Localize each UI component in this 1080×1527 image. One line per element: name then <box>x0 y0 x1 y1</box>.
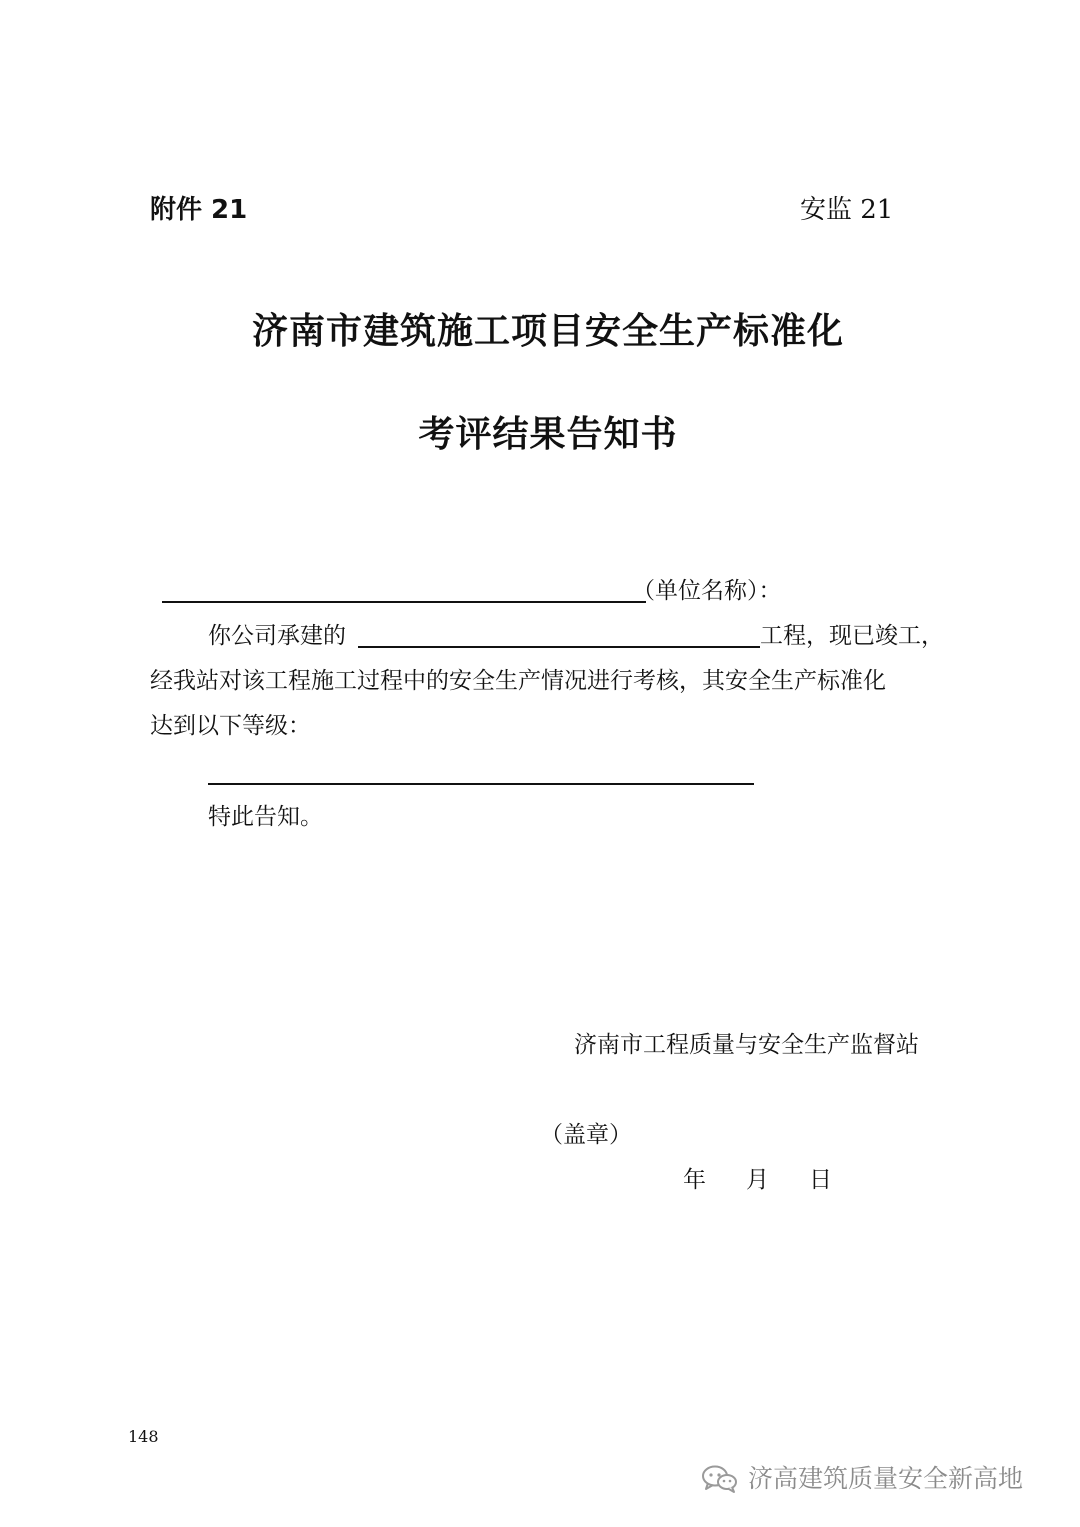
project-lead-text: 你公司承建的 <box>208 623 346 649</box>
grade-intro-text: 达到以下等级： <box>150 713 311 739</box>
source-watermark <box>700 1462 1023 1496</box>
grade-blank[interactable] <box>208 783 754 785</box>
assessment-text: 经我站对该工程施工过程中的安全生产情况进行考核，其安全生产标准化 <box>150 668 886 694</box>
document-title-line1: 济南市建筑施工项目安全生产标准化 <box>251 311 844 352</box>
project-name-blank[interactable] <box>358 646 760 648</box>
unit-name-blank[interactable] <box>162 601 646 603</box>
closing-text: 特此告知。 <box>208 804 323 830</box>
month-label: 月 <box>746 1167 769 1193</box>
attachment-label: 附件 21 <box>150 195 248 225</box>
document-title-line2: 考评结果告知书 <box>418 414 678 455</box>
form-code: 安监 21 <box>800 195 894 225</box>
seal-placeholder: （盖章） <box>540 1122 632 1148</box>
unit-name-label: （单位名称）： <box>632 578 782 604</box>
wechat-icon <box>700 1464 740 1494</box>
watermark-text: 济高建筑质量安全新高地 <box>748 1464 1024 1493</box>
project-tail-text: 工程，现已竣工， <box>760 623 944 649</box>
issuing-organization: 济南市工程质量与安全生产监督站 <box>574 1032 919 1058</box>
year-label: 年 <box>683 1167 706 1193</box>
date-row <box>683 1164 832 1196</box>
day-label: 日 <box>809 1167 832 1193</box>
page-number: 148 <box>128 1427 159 1446</box>
